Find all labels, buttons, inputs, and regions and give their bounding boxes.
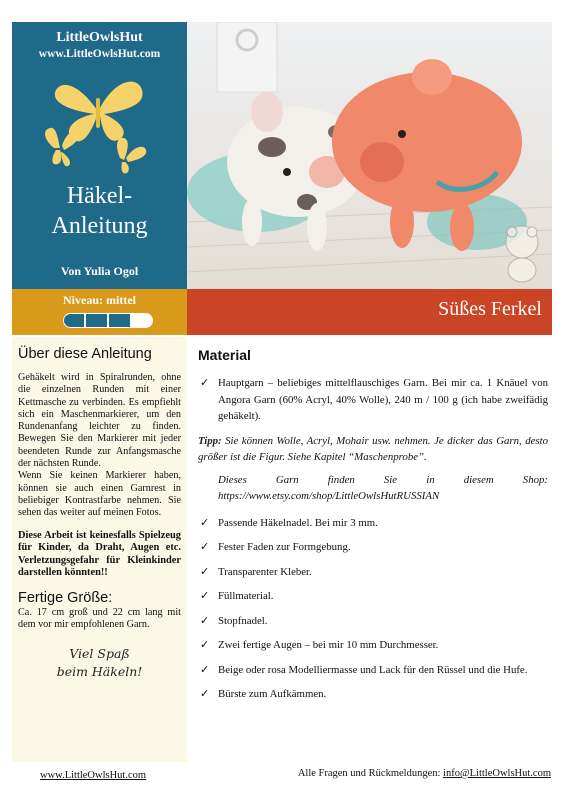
list-item (198, 539, 548, 556)
difficulty-level-bar (12, 289, 187, 335)
footer-website-link[interactable]: www.LittleOwlsHut.com (40, 770, 147, 781)
check-icon: ✓ (200, 639, 210, 651)
footer-email-link[interactable]: info@LittleOwlsHut.com (443, 768, 551, 779)
material-item-text: Hauptgarn – beliebiges mittelflauschiges Garn. Bei mir ca. 1 Knäuel von Angora Garn (60% Acryl, 40% Wolle), 240 m / 100 g (ich habe zweifädig gehäkelt). (218, 377, 548, 422)
tip-note (198, 433, 548, 466)
tip-label: Tipp: (198, 434, 222, 447)
closing-greeting (18, 645, 181, 681)
about-text: Gehäkelt wird in Spiralrunden, ohne die einzelnen Runden mit einer Kettmasche zu verbinden. Es empfiehlt sich ein Maschenmarkierer, um den Rundenanfang leichter zu finden. Bewegen Sie den Markierer mit jeder beendeten Runde zur Anfangsmasche der nächsten Runde. (18, 372, 181, 470)
check-icon: ✓ (200, 663, 210, 676)
difficulty-level-label: Niveau: mittel (63, 293, 136, 307)
pattern-type-title: Häkel- (66, 183, 133, 209)
pattern-title-bar (187, 289, 552, 335)
material-heading: Material (198, 347, 251, 363)
list-item (198, 662, 548, 679)
material-item-text: Fester Faden zur Formgebung. (218, 541, 351, 553)
about-heading: Über diese Anleitung (18, 346, 152, 362)
header-panel (12, 22, 187, 289)
brand-name: LittleOwlsHut (56, 30, 143, 45)
check-icon: ✓ (200, 565, 210, 578)
material-section (198, 337, 548, 711)
size-text: Ca. 17 cm groß und 22 cm lang mit dem vor mir empfohlenen Garn. (18, 606, 181, 630)
closing-line-2: beim Häkeln! (56, 664, 143, 680)
butterflies-icon (42, 68, 152, 178)
list-item (198, 613, 548, 630)
pattern-type-title-line2: Anleitung (51, 213, 148, 239)
list-item (198, 564, 548, 581)
material-item-text: Passende Häkelnadel. Bei mir 3 mm. (218, 516, 378, 529)
material-list (198, 515, 548, 703)
list-item (198, 588, 548, 605)
closing-line-1: Viel Spaß (69, 646, 130, 662)
check-icon: ✓ (200, 614, 210, 627)
difficulty-meter-icon (62, 312, 154, 329)
pattern-title: Süßes Ferkel (438, 298, 542, 320)
material-item-text: Stopfnadel. (218, 614, 268, 627)
footer-contact-label: Alle Fragen und Rückmeldungen: (297, 768, 444, 779)
check-icon: ✓ (200, 541, 210, 553)
safety-warning: Diese Arbeit ist keinesfalls Spielzeug für Kinder, da Draht, Augen etc. Verletzungsgefahr für Kleinkinder darstellen könnten!! (18, 529, 181, 579)
brand-url: www.LittleOwlsHut.com (38, 48, 161, 60)
crochet-pigs-photo (187, 22, 552, 289)
check-icon: ✓ (200, 590, 210, 602)
size-heading: Fertige Größe: (18, 589, 113, 606)
about-text-2: Wenn Sie keinen Markierer haben, können sie auch einen Garnrest in beliebiger Kontrastfarbe nehmen. Sie sehen das weiter auf meinen Fotos. (18, 470, 181, 519)
material-item-text: Zwei fertige Augen – bei mir 10 mm Durchmesser. (218, 639, 439, 651)
author-line: Von Yulia Ogol (60, 264, 139, 278)
list-item (198, 515, 548, 532)
list-item (198, 637, 548, 654)
shop-note: Dieses Garn finden Sie in diesem Shop: https://www.etsy.com/shop/LittleOwlsHutRUSSIAN (218, 473, 548, 502)
list-item (198, 686, 548, 703)
material-item-text: Transparenter Kleber. (218, 565, 312, 578)
material-item-text: Bürste zum Aufkämmen. (218, 688, 327, 700)
footer-contact (298, 768, 551, 779)
check-icon: ✓ (200, 377, 210, 389)
cover-photo (187, 22, 552, 289)
material-item-main-yarn (198, 375, 548, 425)
check-icon: ✓ (200, 688, 210, 700)
about-sidebar (12, 337, 187, 762)
material-item-text: Füllmaterial. (218, 590, 274, 602)
tip-text: Sie können Wolle, Acryl, Mohair usw. nehmen. Je dicker das Garn, desto größer ist die Figur. Siehe Kapitel “Maschenprobe”. (198, 434, 548, 463)
check-icon: ✓ (200, 516, 210, 529)
material-item-text: Beige oder rosa Modelliermasse und Lack für den Rüssel und die Hufe. (218, 663, 528, 676)
